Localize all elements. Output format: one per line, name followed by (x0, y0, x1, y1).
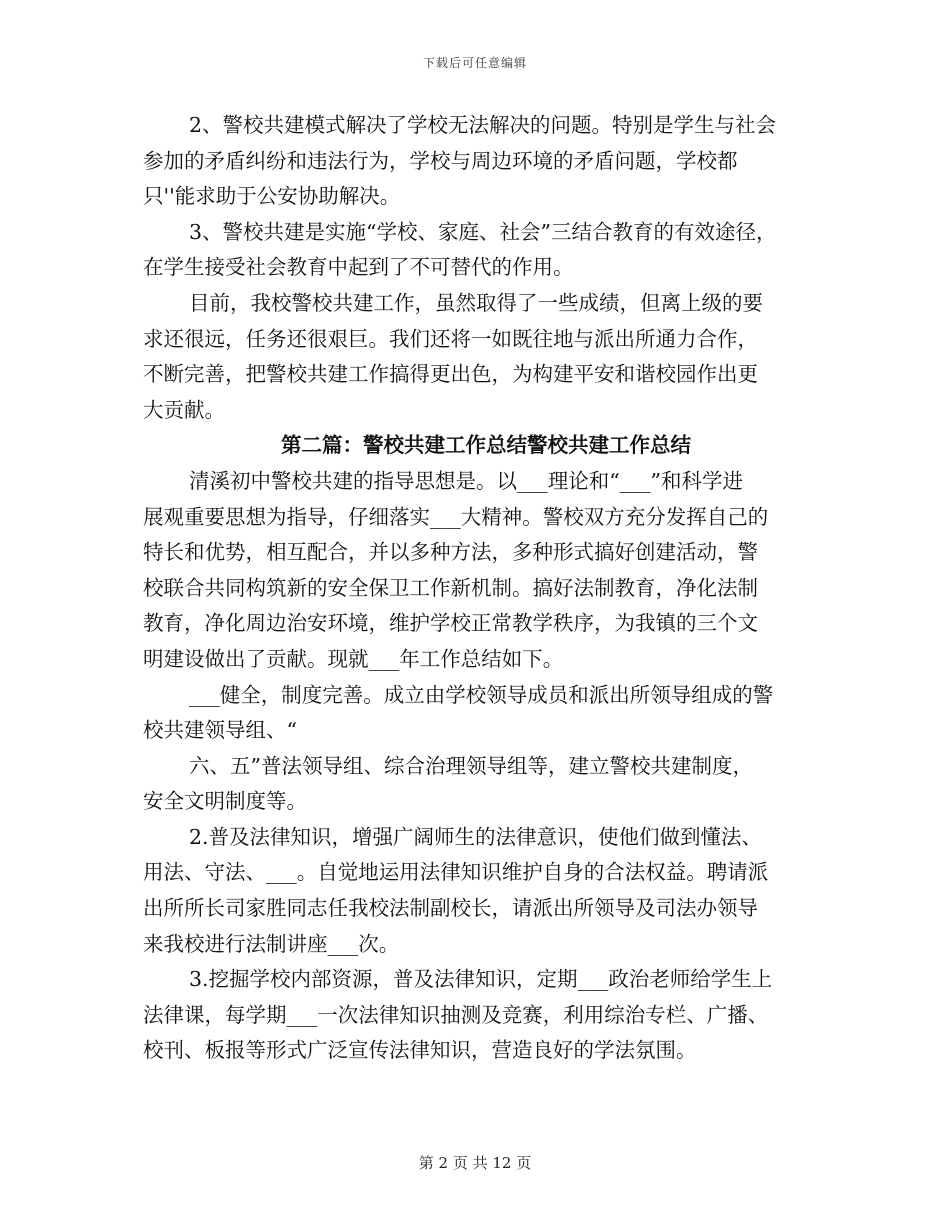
document-body (143, 108, 823, 1069)
text-line: 求还很远，任务还很艰巨。我们还将一如既往地与派出所通力合作， (143, 326, 758, 351)
text-line: 出所所长司家胜同志任我校法制副校长，请派出所领导及司法办领导 (143, 896, 758, 921)
text-line: 特长和优势，相互配合，并以多种方法，多种形式搞好创建活动，警 (143, 540, 758, 565)
paragraph-legal-knowledge (143, 820, 823, 962)
section-title: 第二篇：警校共建工作总结警校共建工作总结 (281, 433, 691, 458)
paragraph-item-2 (143, 108, 823, 215)
text-line: 校联合共同构筑新的安全保卫工作新机制。搞好法制教育，净化法制 (143, 575, 758, 600)
text-line: 明建设做出了贡献。现就___年工作总结如下。 (143, 646, 564, 671)
text-line: 校刊、板报等形式广泛宣传法律知识，营造良好的学法氛围。 (143, 1038, 697, 1063)
paragraph-item-3 (143, 215, 823, 286)
text-line: ___健全，制度完善。成立由学校领导成员和派出所领导组成的警 (189, 682, 774, 707)
paragraph-school-resources (143, 962, 823, 1069)
text-line: 校共建领导组、“ (143, 718, 297, 743)
text-line: 教育，净化周边治安环境，维护学校正常教学秩序，为我镇的三个文 (143, 611, 758, 636)
text-line: 只''能求助于公安协助解决。 (143, 184, 401, 209)
text-line: 来我校进行法制讲座___次。 (143, 931, 400, 956)
text-line: 3.挖掘学校内部资源，普及法律知识，定期___政治老师给学生上 (189, 967, 773, 992)
text-line: 不断完善，把警校共建工作搞得更出色，为构建平安和谐校园作出更 (143, 362, 758, 387)
text-line: 清溪初中警校共建的指导思想是。以___理论和“___”和科学进 (189, 468, 743, 493)
text-line: 展观重要思想为指导，仔细落实___大精神。警校双方充分发挥自己的 (143, 504, 769, 529)
text-line: 目前，我校警校共建工作，虽然取得了一些成绩，但离上级的要 (189, 290, 763, 315)
text-line: 六、五”普法领导组、综合治理领导组等，建立警校共建制度， (189, 753, 753, 778)
paragraph-guiding-ideology (143, 464, 823, 678)
paragraph-current-status (143, 286, 823, 428)
text-line: 参加的矛盾纠纷和违法行为，学校与周边环境的矛盾问题，学校都 (143, 148, 738, 173)
text-line: 法律课，每学期___一次法律知识抽测及竞赛，利用综治专栏、广播、 (143, 1002, 769, 1027)
page-number: 第 2 页 共 12 页 (418, 1154, 532, 1172)
text-line: 2、警校共建模式解决了学校无法解决的问题。特别是学生与社会 (189, 113, 777, 137)
paragraph-organization (143, 678, 823, 749)
text-line: 大贡献。 (143, 397, 225, 422)
text-line: 在学生接受社会教育中起到了不可替代的作用。 (143, 255, 574, 280)
page-header: 下载后可任意编辑 (422, 56, 527, 70)
text-line: 安全文明制度等。 (143, 789, 307, 814)
text-line: 3、警校共建是实施“学校、家庭、社会”三结合教育的有效途径， (189, 219, 777, 244)
paragraph-leadership-groups (143, 749, 823, 820)
text-line: 用法、守法、___。自觉地运用法律知识维护自身的合法权益。聘请派 (143, 860, 769, 885)
text-line: 2.普及法律知识，增强广阔师生的法律意识，使他们做到懂法、 (189, 824, 763, 849)
